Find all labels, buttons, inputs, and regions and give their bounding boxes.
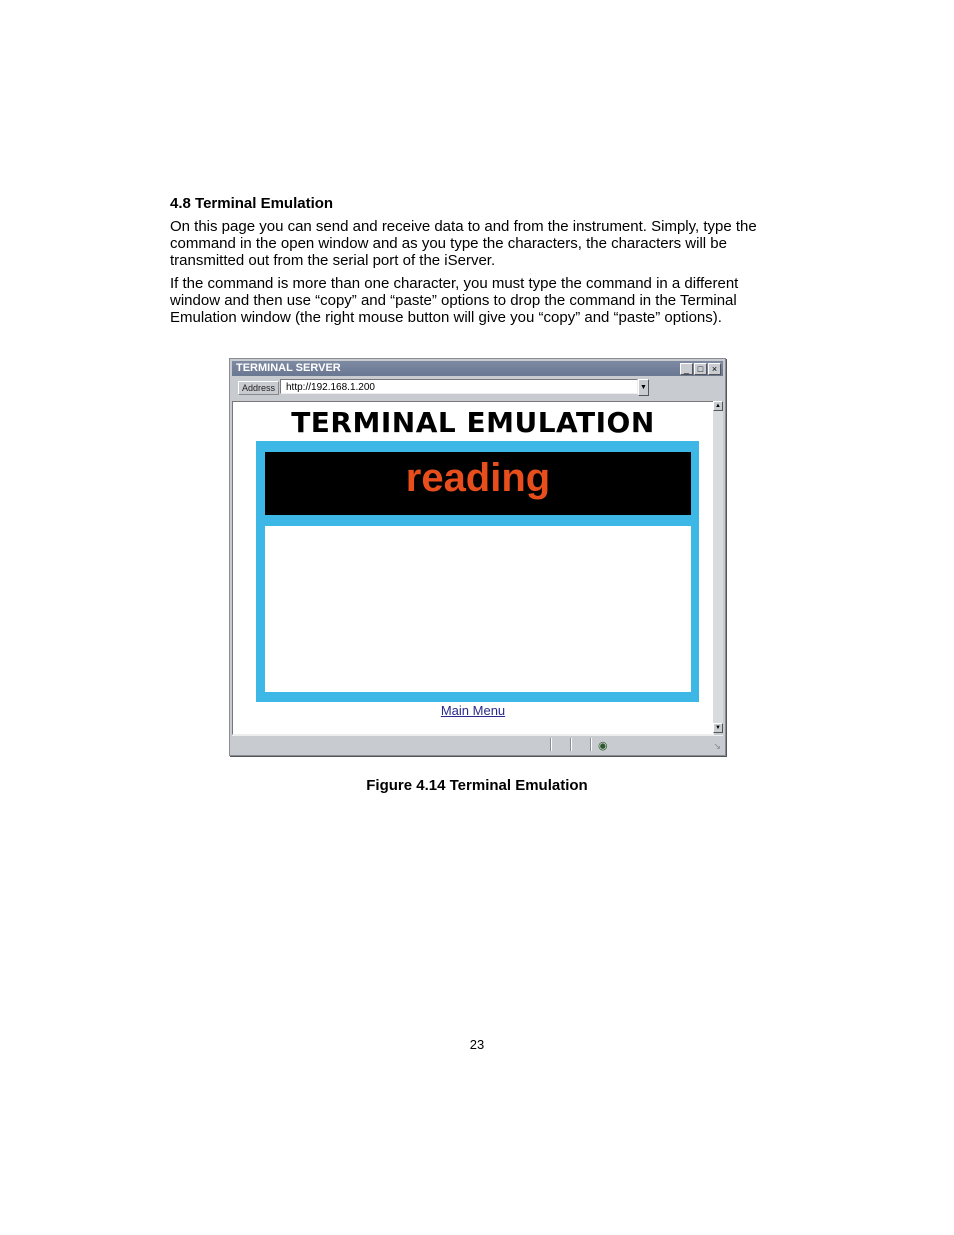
vertical-scrollbar[interactable] bbox=[713, 401, 723, 733]
reading-text: reading bbox=[405, 456, 551, 500]
resize-grip-icon[interactable]: ↘ bbox=[713, 741, 721, 751]
status-divider bbox=[550, 738, 551, 751]
address-bar bbox=[232, 377, 723, 399]
chevron-down-icon: ▼ bbox=[640, 384, 647, 391]
minimize-button[interactable]: _ bbox=[680, 363, 693, 375]
window-title: TERMINAL SERVER bbox=[236, 362, 341, 374]
scroll-down-icon: ▼ bbox=[715, 725, 721, 731]
status-bar bbox=[232, 735, 723, 753]
reading-display bbox=[265, 452, 691, 515]
address-label: Address bbox=[238, 381, 279, 395]
address-input[interactable]: http://192.168.1.200 bbox=[280, 379, 638, 394]
scroll-up-button[interactable] bbox=[713, 401, 723, 411]
browser-window bbox=[229, 358, 726, 756]
maximize-button[interactable]: □ bbox=[694, 363, 707, 375]
address-dropdown-button[interactable] bbox=[638, 379, 649, 396]
title-bar bbox=[232, 361, 723, 376]
main-menu-link[interactable]: Main Menu bbox=[440, 703, 506, 718]
body-paragraph-2: If the command is more than one character, you must type the command in a different window and then use “copy” and “paste” options to drop the command in the Terminal Emulation window (the right mouse button will give you “copy” and “paste” options). bbox=[170, 275, 739, 326]
status-divider bbox=[590, 738, 591, 751]
section-heading: 4.8 Terminal Emulation bbox=[170, 195, 334, 212]
terminal-frame bbox=[256, 441, 699, 702]
globe-icon: ◉ bbox=[598, 740, 608, 752]
scroll-down-button[interactable] bbox=[713, 723, 723, 733]
page-number: 23 bbox=[469, 1037, 485, 1052]
terminal-input-area[interactable] bbox=[265, 526, 691, 692]
close-button[interactable]: × bbox=[708, 363, 721, 375]
page-viewport bbox=[232, 401, 714, 735]
scroll-up-icon: ▲ bbox=[715, 403, 721, 409]
status-divider bbox=[570, 738, 571, 751]
page-title: TERMINAL EMULATION bbox=[291, 406, 655, 439]
figure-caption: Figure 4.14 Terminal Emulation bbox=[366, 777, 588, 794]
body-paragraph-1: On this page you can send and receive data to and from the instrument. Simply, type the command in the open window and as you type the characters, the characters will be transmitted out from the serial port of the iServer. bbox=[170, 218, 757, 269]
